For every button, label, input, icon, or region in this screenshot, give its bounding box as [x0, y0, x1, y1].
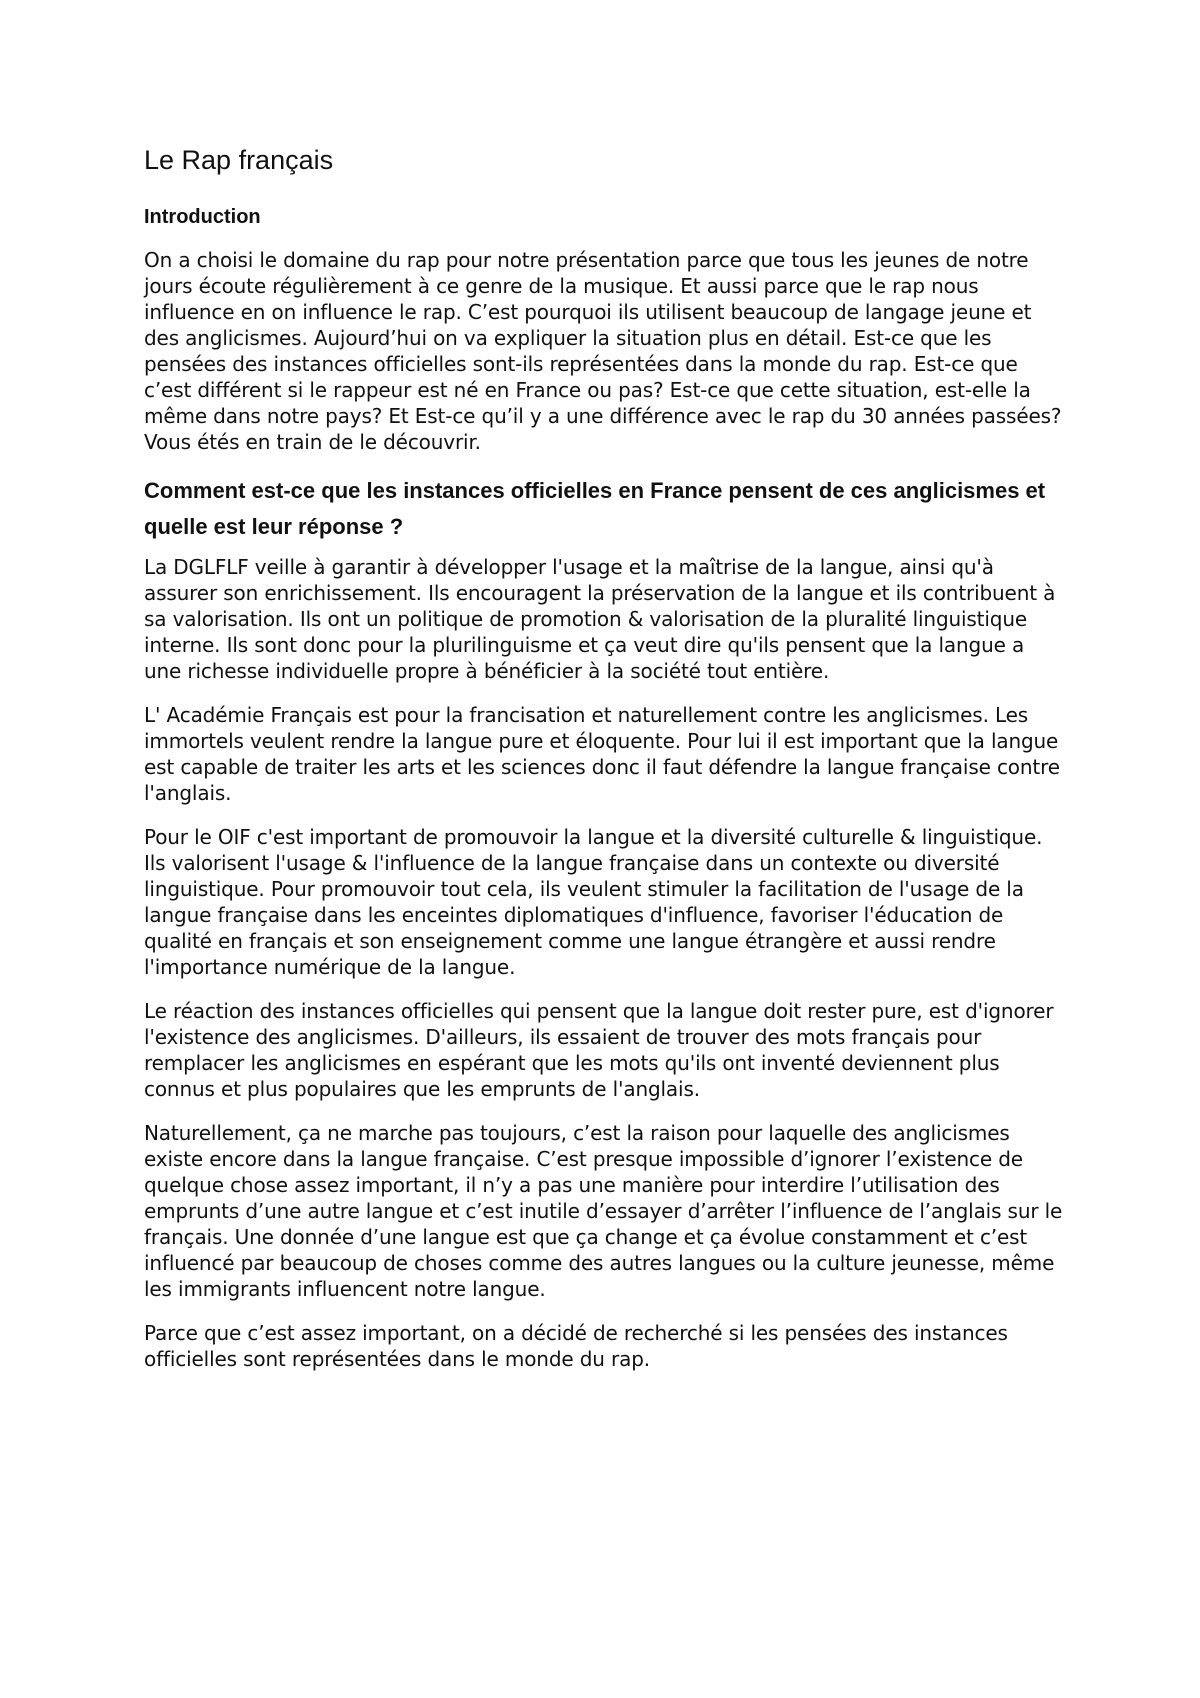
document-page [144, 140, 1064, 1390]
paragraph-naturellement: Naturellement, ça ne marche pas toujours, c’est la raison pour laquelle des anglicismes existe encore dans la langue française. C’est presque impossible d’ignorer l’existence de quelque chose assez important, il n’y a pas une manière pour interdire l’utilisation des emprunts d’une autre langue et c’est inutile d’essayer d’arrêter l’influence de l’anglais sur le français. Une donnée d’une langue est que ça change et ça évolue constamment et c’est influencé par beaucoup de choses comme des autres langues ou la culture jeunesse, même les immigrants influencent notre langue. [144, 1121, 1063, 1301]
paragraph-dglflf: La DGLFLF veille à garantir à développer l'usage et la maîtrise de la langue, ainsi qu'à assurer son enrichissement. Ils encouragent la préservation de la langue et ils contribuent à sa valorisation. Ils ont un politique de promotion & valorisation de la pluralité linguistique interne. Ils sont donc pour la plurilinguisme et ça veut dire qu'ils pensent que la langue a une richesse individuelle propre à bénéficier à la société tout entière. [144, 555, 1056, 683]
paragraph-oif: Pour le OIF c'est important de promouvoir la langue et la diversité culturelle & linguistique. Ils valorisent l'usage & l'influence de la langue française dans un contexte ou diversité linguistique. Pour promouvoir tout cela, ils veulent stimuler la facilitation de l'usage de la langue française dans les enceintes diplomatiques d'influence, favoriser l'éducation de qualité en français et son enseignement comme une langue étrangère et aussi rendre l'importance numérique de la langue. [144, 825, 1043, 979]
intro-paragraph: On a choisi le domaine du rap pour notre présentation parce que tous les jeunes de notre jours écoute régulièrement à ce genre de la musique. Et aussi parce que le rap nous influence en on influence le rap. C’est pourquoi ils utilisent beaucoup de langage jeune et des anglicismes. Aujourd’hui on va expliquer la situation plus en détail. Est-ce que les pensées des instances officielles sont-ils représentées dans la monde du rap. Est-ce que c’est différent si le rappeur est né en France ou pas? Est-ce que cette situation, est-elle la même dans notre pays? Et Est-ce qu’il y a une différence avec le rap du 30 années passées? Vous étés en train de le découvrir. [144, 248, 1062, 454]
paragraph-academie: L' Académie Français est pour la francisation et naturellement contre les anglicismes. Les immortels veulent rendre la langue pure et éloquente. Pour lui il est important que la langue est capable de traiter les arts et les sciences donc il faut défendre la langue française contre l'anglais. [144, 703, 1060, 805]
paragraph-conclusion: Parce que c’est assez important, on a décidé de recherché si les pensées des instances officielles sont représentées dans le monde du rap. [144, 1321, 1008, 1371]
document-title: Le Rap français [144, 145, 334, 175]
intro-heading: Introduction [144, 206, 261, 228]
paragraph-reaction: Le réaction des instances officielles qui pensent que la langue doit rester pure, est d'ignorer l'existence des anglicismes. D'ailleurs, ils essaient de trouver des mots français pour remplacer les anglicismes en espérant que les mots qu'ils ont inventé deviennent plus connus et plus populaires que les emprunts de l'anglais. [144, 999, 1054, 1101]
section-heading: Comment est-ce que les instances officielles en France pensent de ces anglicismes et quelle est leur réponse ? [144, 478, 1046, 539]
